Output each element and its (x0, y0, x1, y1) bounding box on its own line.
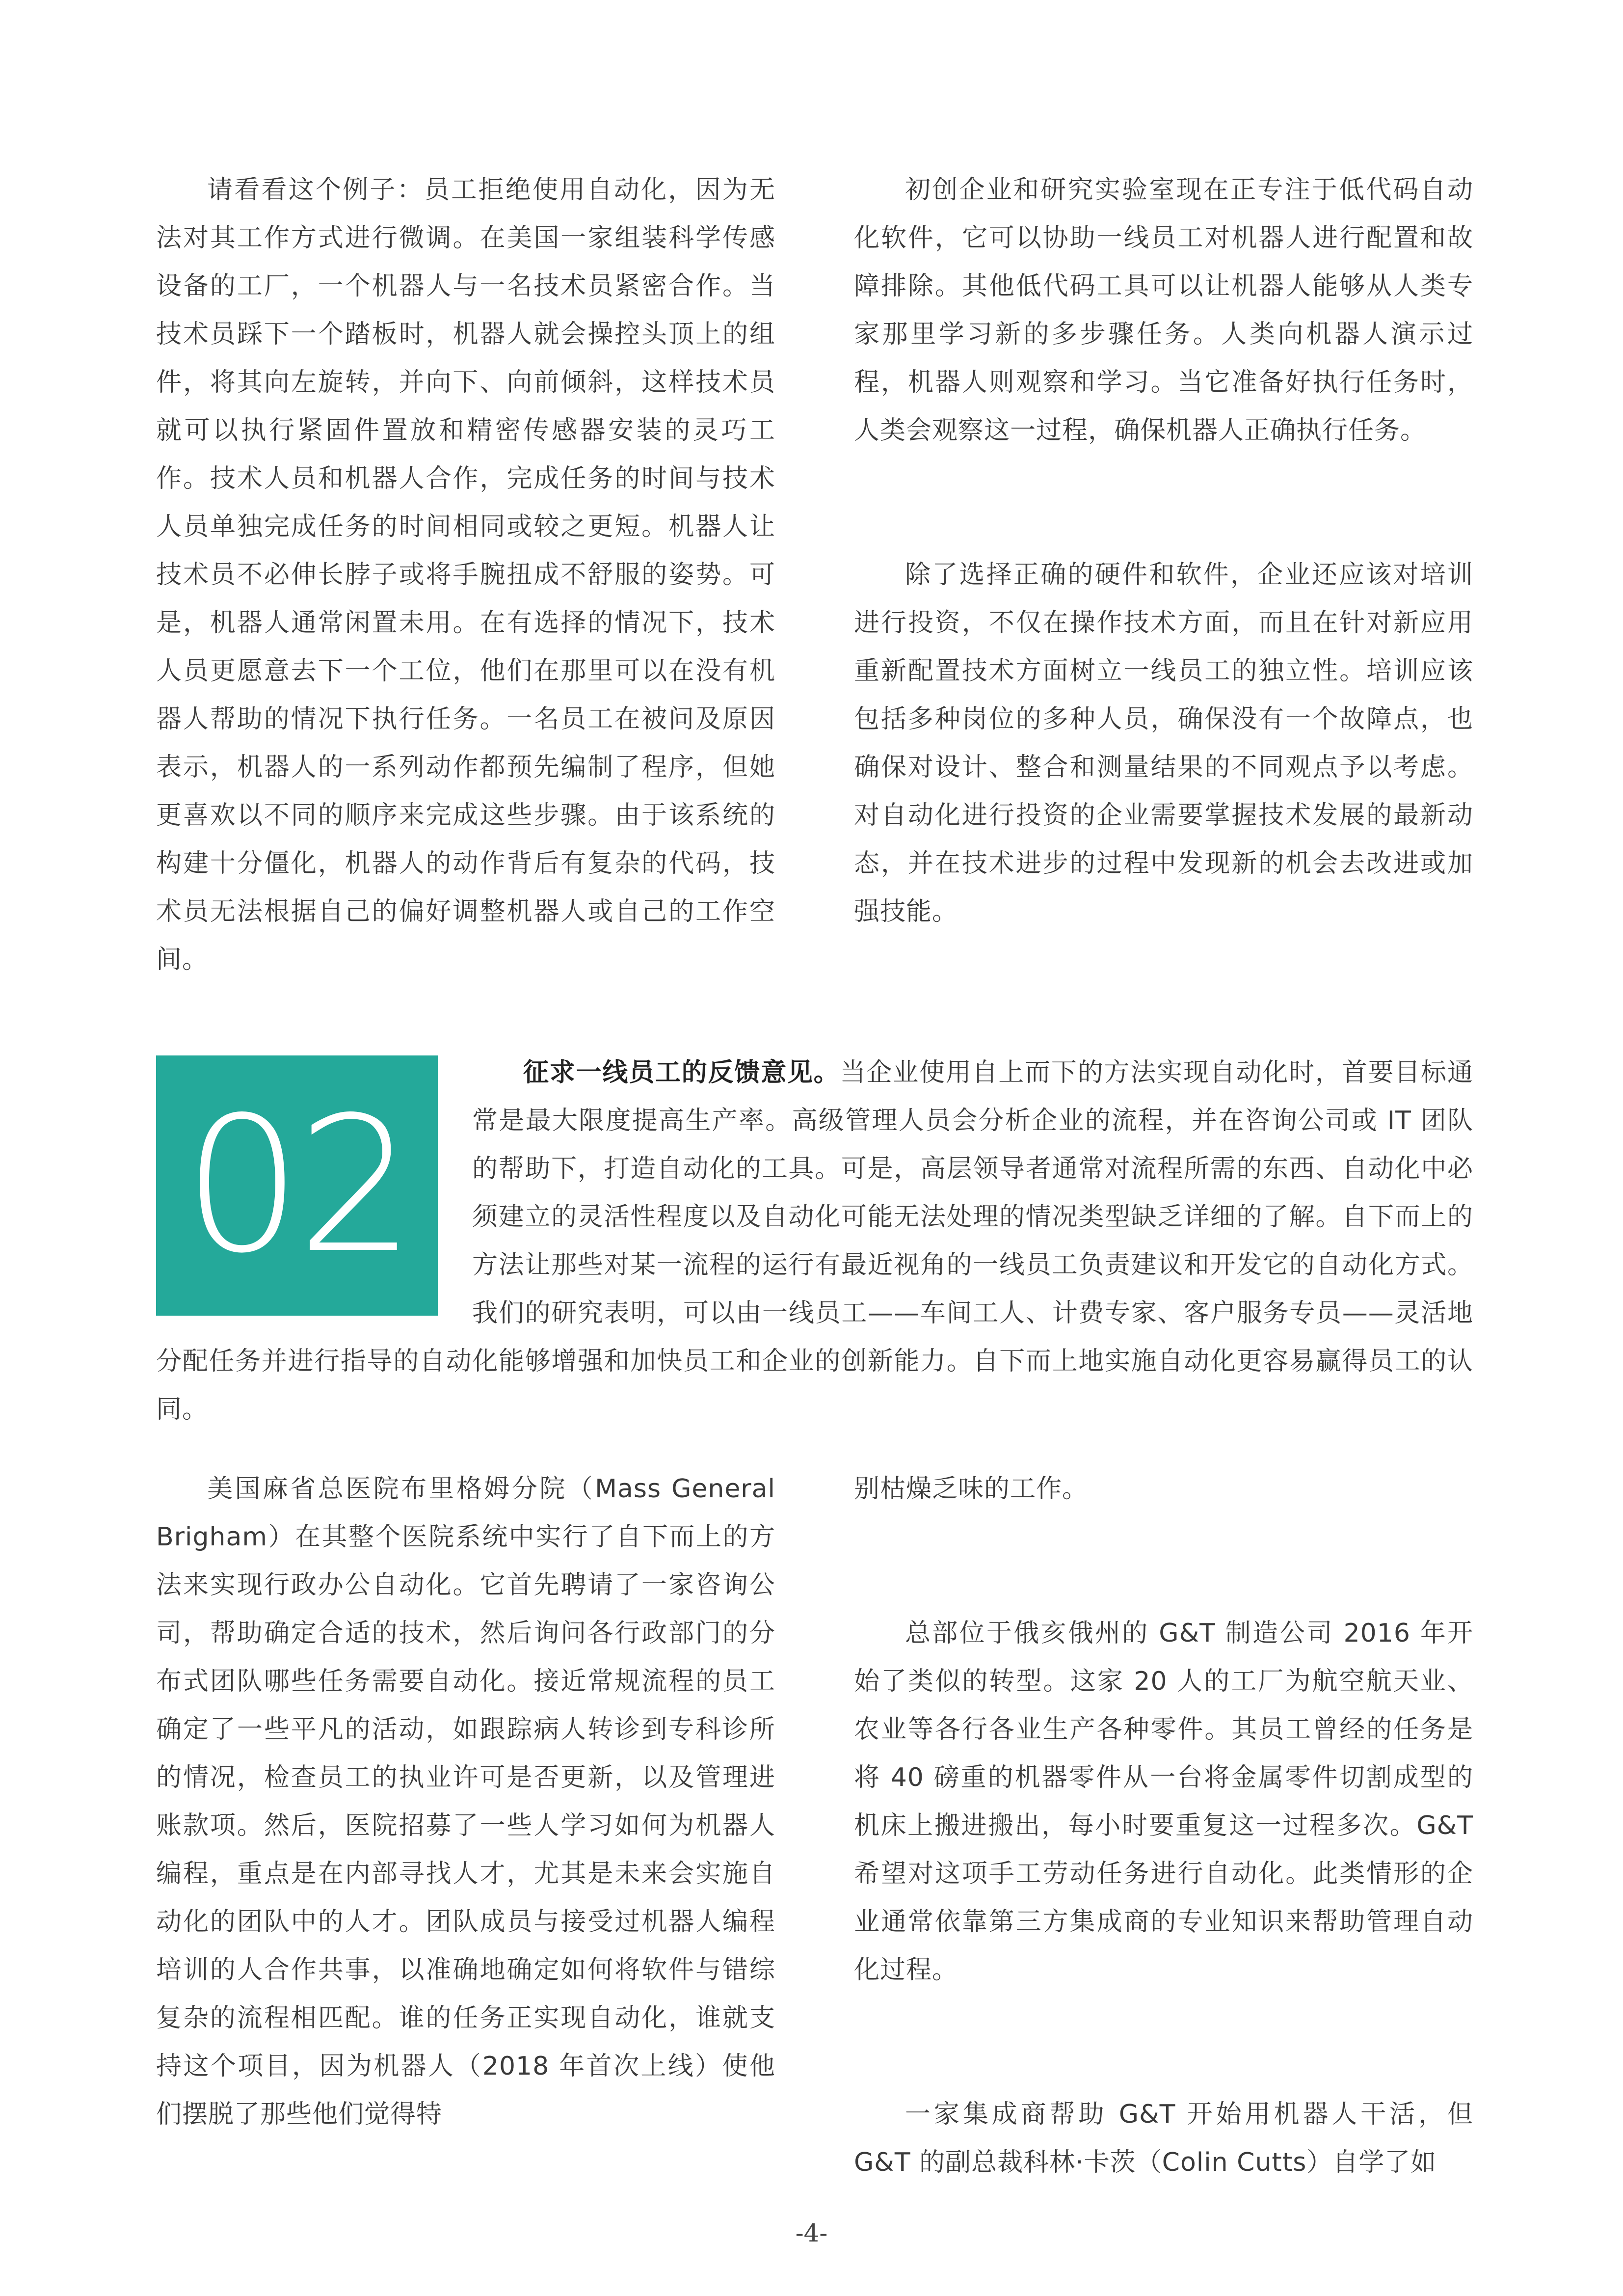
article-column-left-top (156, 166, 775, 984)
paragraph: 除了选择正确的硬件和软件，企业还应该对培训进行投资，不仅在操作技术方面，而且在针对新应用重新配置技术方面树立一线员工的独立性。培训应该包括多种岗位的多种人员，确保没有一个故障点，也确保对设计、整合和测量结果的不同观点予以考虑。对自动化进行投资的企业需要掌握技术发展的最新动态，并在技术进步的过程中发现新的机会去改进或加强技能。 (854, 560, 1473, 926)
article-column-right-bottom (854, 1465, 1473, 2187)
paragraph-gap (854, 1513, 1473, 1609)
article-column-left-bottom (156, 1465, 775, 2138)
paragraph-continuation: 别枯燥乏味的工作。 (854, 1474, 1089, 1504)
paragraph-gap (854, 1994, 1473, 2090)
section-02 (156, 1049, 1473, 1433)
paragraph: 请看看这个例子：员工拒绝使用自动化，因为无法对其工作方式进行微调。在美国一家组装科学传感设备的工厂，一个机器人与一名技术员紧密合作。当技术员踩下一个踏板时，机器人就会操控头顶上的组件，将其向左旋转，并向下、向前倾斜，这样技术员就可以执行紧固件置放和精密传感器安装的灵巧工作。技术人员和机器人合作，完成任务的时间与技术人员单独完成任务的时间相同或较之更短。机器人让技术员不必伸长脖子或将手腕扭成不舒服的姿势。可是，机器人通常闲置未用。在有选择的情况下，技术人员更愿意去下一个工位，他们在那里可以在没有机器人帮助的情况下执行任务。一名员工在被问及原因表示，机器人的一系列动作都预先编制了程序，但她更喜欢以不同的顺序来完成这些步骤。由于该系统的构建十分僵化，机器人的动作背后有复杂的代码，技术员无法根据自己的偏好调整机器人或自己的工作空间。 (156, 175, 775, 974)
section-body: 当企业使用自上而下的方法实现自动化时，首要目标通常是最大限度提高生产率。高级管理人员会分析企业的流程，并在咨询公司或 IT 团队的帮助下，打造自动化的工具。可是，高层领导者通常对流程所需的东西、自动化中必须建立的灵活性程度以及自动化可能无法处理的情况类型缺乏详细的了解。自下而上的方法让那些对某一流程的运行有最近视角的一线员工负责建议和开发它的自动化方式。我们的研究表明，可以由一线员工——车间工人、计费专家、客户服务专员——灵活地分配任务并进行指导的自动化能够增强和加快员工和企业的创新能力。自下而上地实施自动化更容易赢得员工的认同。 (156, 1058, 1473, 1424)
paragraph: 美国麻省总医院布里格姆分院（Mass General Brigham）在其整个医院系统中实行了自下而上的方法来实现行政办公自动化。它首先聘请了一家咨询公司，帮助确定合适的技术，然后询问各行政部门的分布式团队哪些任务需要自动化。接近常规流程的员工确定了一些平凡的活动，如跟踪病人转诊到专科诊所的情况，检查员工的执业许可是否更新，以及管理进账款项。然后，医院招募了一些人学习如何为机器人编程，重点是在内部寻找人才，尤其是未来会实施自动化的团队中的人才。团队成员与接受过机器人编程培训的人合作共事，以准确地确定如何将软件与错综复杂的流程相匹配。谁的任务正实现自动化，谁就支持这个项目，因为机器人（2018 年首次上线）使他们摆脱了那些他们觉得特 (156, 1474, 775, 2129)
section-number: 02 (183, 1077, 411, 1294)
page-number: -4- (795, 2219, 828, 2247)
section-number-box (156, 1055, 438, 1316)
article-column-right-top (854, 166, 1473, 936)
paragraph-gap (854, 455, 1473, 551)
paragraph: 初创企业和研究实验室现在正专注于低代码自动化软件，它可以协助一线员工对机器人进行配置和故障排除。其他低代码工具可以让机器人能够从人类专家那里学习新的多步骤任务。人类向机器人演示过程，机器人则观察和学习。当它准备好执行任务时，人类会观察这一过程，确保机器人正确执行任务。 (854, 175, 1473, 445)
section-heading: 征求一线员工的反馈意见。 (523, 1058, 840, 1087)
paragraph: 总部位于俄亥俄州的 G&T 制造公司 2016 年开始了类似的转型。这家 20 人的工厂为航空航天业、农业等各行各业生产各种零件。其员工曾经的任务是将 40 磅重的机器零件从一台将金属零件切割成型的机床上搬进搬出，每小时要重复这一过程多次。G&T 希望对这项手工劳动任务进行自动化。此类情形的企业通常依靠第三方集成商的专业知识来帮助管理自动化过程。 (854, 1619, 1473, 1985)
paragraph: 一家集成商帮助 G&T 开始用机器人干活，但 G&T 的副总裁科林·卡茨（Colin Cutts）自学了如 (854, 2100, 1473, 2177)
